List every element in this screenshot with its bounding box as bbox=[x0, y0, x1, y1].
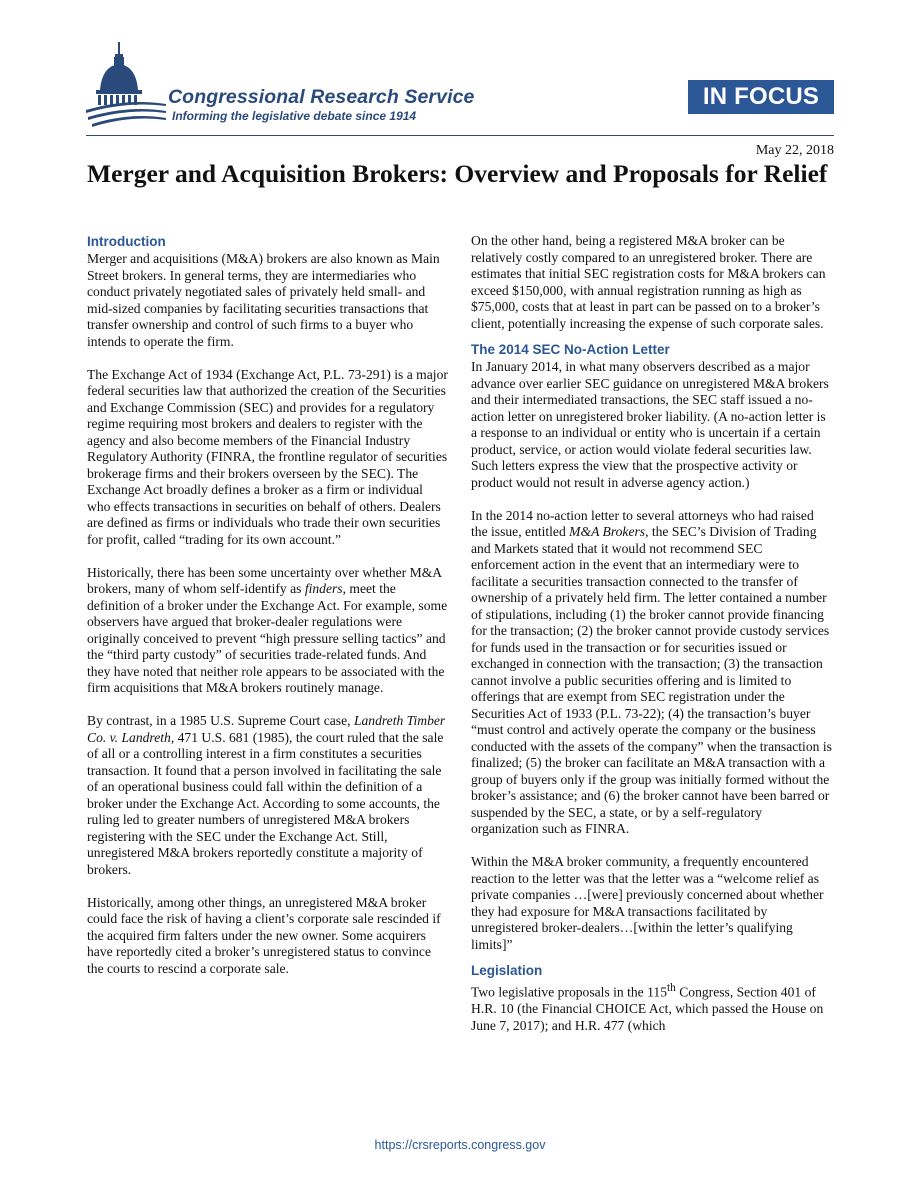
text-run: , 471 U.S. 681 (1985), the court ruled that the sale of all or a controlling interest in a firm constitutes a securities transaction. It found that a person involved in facilitating the sale of an operational business could fall within the definition of a broker under the Exchange Act. According to some accounts, the ruling led to greater numbers of unregistered M&A brokers registering with the SEC under the Exchange Act. Still, unregistered M&A brokers reportedly constitute a majority of brokers. bbox=[87, 729, 444, 877]
left-column bbox=[87, 233, 449, 994]
letter-title-text: M&A Brokers bbox=[569, 524, 646, 539]
section-heading-no-action-letter: The 2014 SEC No-Action Letter bbox=[471, 342, 670, 357]
paragraph: Historically, among other things, an unregistered M&A broker could face the risk of having a client’s corporate sale rescinded if the acquired firm falters under the new owner. Some acquirers have reportedly cited a broker’s unregistered status to convince the courts to rescind a corporate sale. bbox=[87, 894, 441, 976]
text-run: , the SEC’s Division of Trading and Markets stated that it would not recommend SEC enforcement action in the event that an intermediary were to facilitate a securities transaction connected to the transfer of ownership of a privately held firm. The letter contained a number of stipulations, including (1) the broker cannot provide financing for the transaction; (2) the broker cannot provide custody services for funds used in the transaction or for securities issued or exchanged in connection with the transaction; (3) the transaction cannot involve a public securities offering and is limited to offerings that are exempt from SEC registration under the Securities Act of 1933 (P.L. 73-22); (4) the transaction’s buyer “must control and actively operate the company or the business conducted with the assets of the company” when the transaction is finalized; (5) the broker can facilitate an M&A transaction with a group of buyers only if the group was initially formed without the broker’s assistance; and (6) the broker cannot have been barred or suspended by the SEC, a state, or by a self-regulatory organization such as FINRA. bbox=[471, 524, 832, 836]
emphasis-text: finders bbox=[304, 581, 343, 596]
paragraph: On the other hand, being a registered M&A broker can be relatively costly compared to an unregistered broker. There are estimates that initial SEC registration costs for M&A brokers can exceed $150,000, with annual registration running as high as $75,000, costs that at least in part can be passed on to a broker’s client, potentially increasing the expense of such corporate sales. bbox=[471, 233, 826, 331]
paragraph: Within the M&A broker community, a frequently encountered reaction to the letter was that the letter was a “welcome relief as private companies …[were] previously concerned about whether they had exposure for M&A transactions facilitated by unregistered broker-dealers…[within the letter’s qualifying limits]” bbox=[471, 854, 824, 952]
paragraph bbox=[471, 980, 833, 1034]
in-focus-badge: IN FOCUS bbox=[688, 80, 834, 114]
text-run: Historically, there has been some uncertainty over whether M&A brokers, many of whom self-identify as bbox=[87, 564, 442, 596]
paragraph bbox=[87, 565, 449, 697]
crs-logo bbox=[86, 42, 506, 134]
text-run: , meet the definition of a broker under the Exchange Act. For example, some observers have argued that broker-dealer regulations were originally conceived to prevent “high pressure selling tactics” and the “third party custody” of securities trade-related funds. And they have noted that neither role appears to be associated with the firm acquisitions that M&A brokers routinely manage. bbox=[87, 581, 448, 695]
footer-url-link[interactable]: https://crsreports.congress.gov bbox=[374, 1138, 546, 1152]
header-rule bbox=[86, 135, 834, 136]
org-name: Congressional Research Service bbox=[168, 86, 475, 108]
paragraph: Merger and acquisitions (M&A) brokers are also known as Main Street brokers. In general terms, they are intermediaries who conduct privately negotiated sales of privately held small- and mid-sized companies by facilitating securities transactions that transfer ownership and control of such firms to a buyer who intends to operate the firm. bbox=[87, 251, 440, 349]
capitol-dome-icon bbox=[86, 42, 166, 134]
paragraph bbox=[87, 713, 449, 878]
text-run: Two legislative proposals in the 115 bbox=[471, 984, 668, 1000]
section-heading-legislation: Legislation bbox=[471, 963, 543, 978]
text-run: In the 2014 no-action letter to several attorneys who had raised the issue, entitled bbox=[471, 507, 814, 539]
right-column bbox=[471, 233, 833, 1051]
paragraph: In January 2014, in what many observers described as a major advance over earlier SEC guidance on unregistered M&A brokers and their intermediated transactions, the SEC staff issued a no-action letter on unregistered broker liability. (A no-action letter is a response to an individual or entity who is uncertain if a certain product, service, or action would violate federal securities law. Such letters express the view that the prospective activity or product would not result in adverse agency action.) bbox=[471, 359, 829, 490]
document-title: Merger and Acquisition Brokers: Overview and Proposals for Relief bbox=[87, 159, 828, 188]
text-run: By contrast, in a 1985 U.S. Supreme Court case, bbox=[87, 713, 354, 728]
org-tagline: Informing the legislative debate since 1914 bbox=[172, 109, 417, 123]
case-name-text: Landreth Timber Co. v. Landreth bbox=[87, 713, 446, 745]
publication-date: May 22, 2018 bbox=[755, 143, 834, 158]
paragraph bbox=[471, 508, 833, 838]
paragraph: The Exchange Act of 1934 (Exchange Act, P.L. 73-291) is a major federal securities law that authorized the creation of the Securities and Exchange Commission (SEC) and provides for a regulatory regime requiring most brokers and dealers to register with the agency and also become members of the Financial Industry Regulatory Authority (FINRA, the frontline regulator of securities brokerage firms and their brokers overseen by the SEC). The Exchange Act broadly defines a broker as a firm or individual who effects transactions in securities on behalf of others. Dealers are defined as firms or individuals who trade their own securities for profit, called “trading for its own account.” bbox=[87, 366, 448, 547]
section-heading-introduction: Introduction bbox=[87, 234, 166, 249]
superscript: th bbox=[667, 982, 676, 994]
text-run: Congress, Section 401 of H.R. 10 (the Financial CHOICE Act, which passed the House on June 7, 2017); and H.R. 477 (which bbox=[471, 984, 824, 1033]
